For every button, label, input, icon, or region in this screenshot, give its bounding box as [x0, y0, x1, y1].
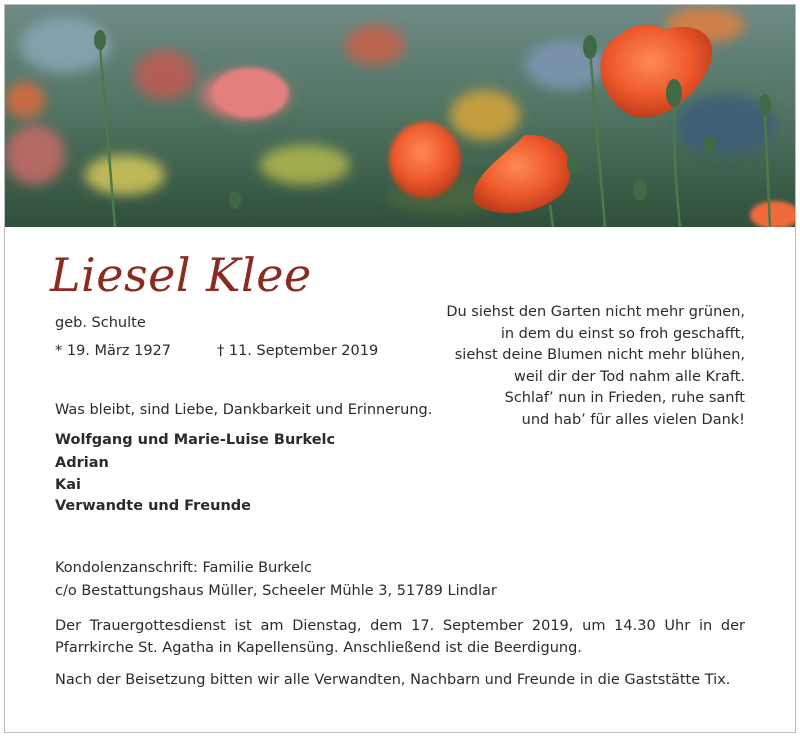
- death-date: † 11. September 2019: [217, 343, 379, 359]
- service-info: Der Trauergottesdienst ist am Dienstag, dem 17. September 2019, um 14.30 Uhr in der Pfarrkirche St. Agatha in Kapellensüng. Anschließend ist die Beerdigung.: [55, 618, 745, 656]
- poppy-meadow-photo: [5, 5, 795, 227]
- maiden-name: geb. Schulte: [55, 315, 146, 331]
- mourner-name: Wolfgang und Marie-Luise Burkelc: [55, 432, 336, 448]
- condolence-address-line2: c/o Bestattungshaus Müller, Scheeler Mühle 3, 51789 Lindlar: [55, 583, 497, 599]
- deceased-name: Liesel Klee: [50, 248, 312, 302]
- mourner-name: Adrian: [55, 455, 109, 471]
- quote: Was bleibt, sind Liebe, Dankbarkeit und Erinnerung.: [55, 402, 433, 418]
- birth-date: * 19. März 1927: [55, 343, 172, 359]
- mourner-name: Kai: [55, 477, 81, 493]
- burial-info: Nach der Beisetzung bitten wir alle Verwandten, Nachbarn und Freunde in die Gaststätte Tix.: [55, 672, 731, 688]
- poem-line: weil dir der Tod nahm alle Kraft.: [514, 368, 745, 385]
- poem: [446, 302, 745, 431]
- poem-line: Du siehst den Garten nicht mehr grünen,: [446, 304, 745, 320]
- condolence-address: Kondolenzanschrift: Familie Burkelc: [55, 560, 313, 576]
- poem-line: und hab’ für alles vielen Dank!: [521, 411, 745, 428]
- mourner-name: Verwandte und Freunde: [55, 498, 252, 514]
- poem-line: Schlaf’ nun in Frieden, ruhe sanft: [504, 390, 745, 406]
- poem-line: siehst deine Blumen nicht mehr blühen,: [454, 347, 745, 363]
- poem-line: in dem du einst so froh geschafft,: [500, 325, 745, 342]
